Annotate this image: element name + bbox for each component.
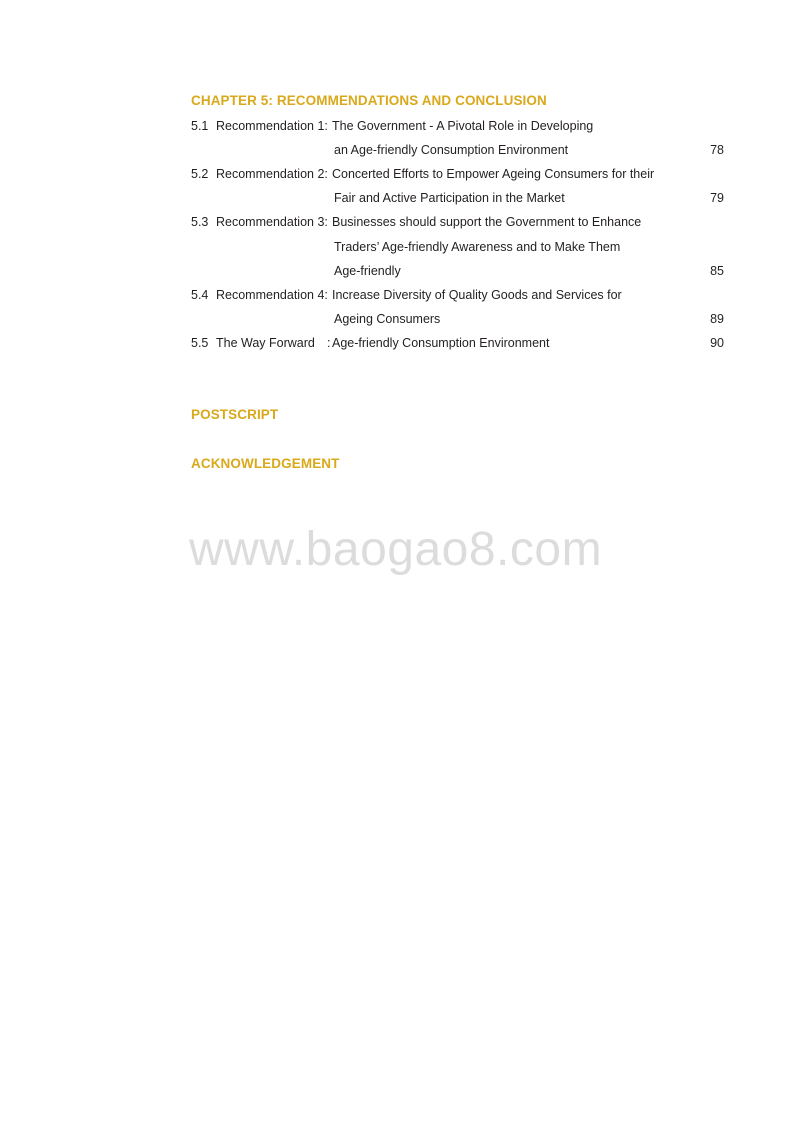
toc-entry-5-4-cont (191, 310, 724, 328)
toc-entry-label: Recommendation 1: (216, 119, 328, 133)
toc-page-number: 78 (710, 143, 724, 157)
toc-page-number: 90 (710, 336, 724, 350)
toc-entry-title-line: an Age-friendly Consumption Environment (334, 143, 569, 157)
toc-entry-title-line: Fair and Active Participation in the Market (334, 191, 565, 205)
postscript-heading: POSTSCRIPT (191, 407, 279, 422)
toc-entry-5-1-cont (191, 141, 724, 159)
toc-entry-title-line: Concerted Efforts to Empower Ageing Consumers for their (332, 167, 655, 181)
chapter-5-heading: CHAPTER 5: RECOMMENDATIONS AND CONCLUSION (191, 93, 547, 108)
watermark-text: www.baogao8.com (189, 523, 603, 576)
toc-entry-title-line: Age-friendly (334, 264, 401, 278)
toc-entry-title-line: Traders’ Age-friendly Awareness and to Make Them (334, 240, 621, 254)
toc-page-number: 89 (710, 312, 724, 326)
acknowledgement-heading: ACKNOWLEDGEMENT (191, 456, 340, 471)
toc-entry-5-2-cont (191, 189, 724, 207)
toc-entry-number: 5.5 (191, 336, 209, 350)
toc-page-number: 85 (710, 264, 724, 278)
toc-entry-title-line: Age-friendly Consumption Environment (332, 336, 550, 350)
toc-entry-number: 5.2 (191, 167, 209, 181)
toc-entry-colon: : (327, 336, 331, 350)
toc-entry-label: Recommendation 3: (216, 215, 328, 229)
toc-entry-number: 5.1 (191, 119, 209, 133)
toc-entry-5-3-cont (191, 238, 724, 256)
toc-entry-label: Recommendation 4: (216, 288, 328, 302)
toc-entry-5-2 (191, 165, 724, 183)
toc-entry-5-1 (191, 117, 724, 135)
toc-entry-label: The Way Forward (216, 336, 315, 350)
toc-entry-5-5 (191, 334, 724, 352)
toc-entry-5-3-cont (191, 262, 724, 280)
toc-entry-label: Recommendation 2: (216, 167, 328, 181)
toc-entry-title-line: Increase Diversity of Quality Goods and Services for (332, 288, 622, 302)
toc-entry-5-4 (191, 286, 724, 304)
toc-entry-title-line: Ageing Consumers (334, 312, 441, 326)
toc-entry-5-3 (191, 213, 724, 231)
toc-entry-title-line: Businesses should support the Government to Enhance (332, 215, 642, 229)
toc-entry-number: 5.3 (191, 215, 209, 229)
toc-entry-title-line: The Government - A Pivotal Role in Developing (332, 119, 594, 133)
toc-page-number: 79 (710, 191, 724, 205)
toc-entry-number: 5.4 (191, 288, 209, 302)
